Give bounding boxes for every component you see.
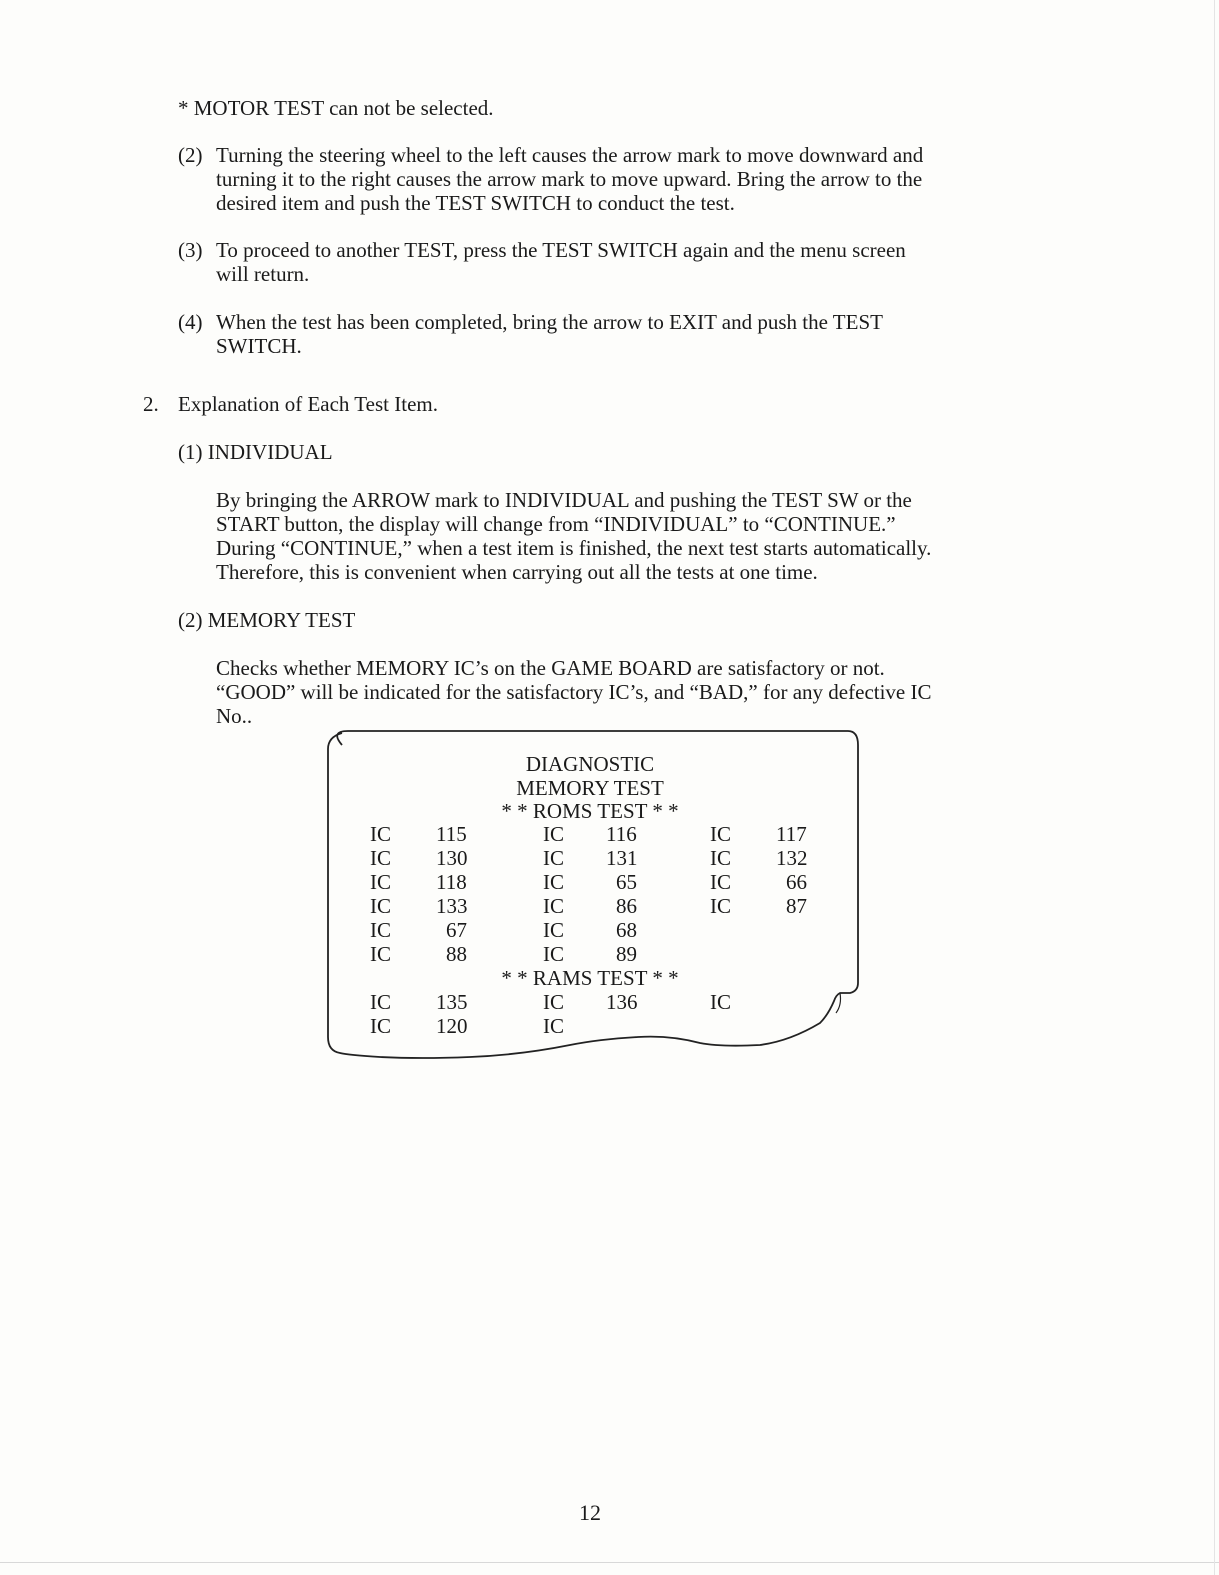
item-memory-line-2: “GOOD” will be indicated for the satisfactory IC’s, and “BAD,” for any defective IC	[216, 680, 932, 704]
roms-cell: IC	[543, 894, 564, 918]
screen-title-diagnostic: DIAGNOSTIC	[525, 752, 655, 776]
step-4-line-2: SWITCH.	[216, 334, 302, 358]
scan-edge-right	[1214, 0, 1215, 1575]
roms-cell: IC	[710, 870, 731, 894]
roms-cell: 87	[786, 894, 807, 918]
rams-cell: IC	[543, 990, 564, 1014]
roms-cell: 65	[616, 870, 637, 894]
roms-cell: 115	[436, 822, 467, 846]
roms-cell: 116	[606, 822, 637, 846]
item-memory-line-3: No..	[216, 704, 253, 728]
roms-cell: 67	[446, 918, 467, 942]
rams-cell: 135	[436, 990, 468, 1014]
page-number: 12	[579, 1500, 601, 1525]
roms-cell: IC	[370, 918, 391, 942]
step-4-number: (4)	[178, 310, 203, 334]
screen-title-memory-test: MEMORY TEST	[516, 776, 664, 800]
item-individual-line-4: Therefore, this is convenient when carrying out all the tests at one time.	[216, 560, 818, 584]
rams-cell: 136	[606, 990, 638, 1014]
roms-cell: 89	[616, 942, 637, 966]
roms-cell: 66	[786, 870, 807, 894]
section-2-number: 2.	[143, 392, 159, 416]
step-3-line-2: will return.	[216, 262, 310, 286]
section-2-title: Explanation of Each Test Item.	[178, 392, 438, 416]
rams-cell: IC	[543, 1014, 564, 1038]
step-3-line-1: To proceed to another TEST, press the TEST SWITCH again and the menu screen	[216, 238, 906, 262]
roms-cell: IC	[370, 894, 391, 918]
roms-cell: 133	[436, 894, 468, 918]
screen-rams-header: * * RAMS TEST * *	[501, 966, 679, 990]
rams-cell: IC	[710, 990, 731, 1014]
roms-cell: IC	[710, 894, 731, 918]
roms-cell: IC	[543, 846, 564, 870]
roms-cell: IC	[370, 822, 391, 846]
item-individual-line-1: By bringing the ARROW mark to INDIVIDUAL and pushing the TEST SW or the	[216, 488, 912, 512]
roms-cell: 130	[436, 846, 468, 870]
step-4-line-1: When the test has been completed, bring the arrow to EXIT and push the TEST	[216, 310, 883, 334]
roms-cell: IC	[543, 870, 564, 894]
roms-cell: IC	[370, 870, 391, 894]
step-2-line-1: Turning the steering wheel to the left causes the arrow mark to move downward and	[216, 143, 924, 167]
roms-cell: 117	[776, 822, 807, 846]
step-2-line-3: desired item and push the TEST SWITCH to conduct the test.	[216, 191, 735, 215]
roms-cell: IC	[543, 822, 564, 846]
roms-cell: 68	[616, 918, 637, 942]
roms-cell: IC	[370, 846, 391, 870]
rams-cell: 120	[436, 1014, 468, 1038]
rams-cell: IC	[370, 1014, 391, 1038]
roms-cell: 88	[446, 942, 467, 966]
roms-cell: 131	[606, 846, 638, 870]
item-individual-heading: (1) INDIVIDUAL	[178, 440, 333, 464]
screen-roms-header: * * ROMS TEST * *	[501, 799, 679, 823]
rams-cell: IC	[370, 990, 391, 1014]
roms-cell: 118	[436, 870, 467, 894]
step-2-line-2: turning it to the right causes the arrow mark to move upward. Bring the arrow to the	[216, 167, 923, 191]
item-individual-line-3: During “CONTINUE,” when a test item is finished, the next test starts automatically.	[216, 536, 932, 560]
scan-edge-bottom	[0, 1562, 1219, 1563]
step-3-number: (3)	[178, 238, 203, 262]
roms-cell: 132	[776, 846, 808, 870]
roms-cell: IC	[710, 822, 731, 846]
roms-cell: IC	[710, 846, 731, 870]
roms-cell: IC	[543, 942, 564, 966]
item-memory-line-1: Checks whether MEMORY IC’s on the GAME BOARD are satisfactory or not.	[216, 656, 885, 680]
roms-cell: IC	[370, 942, 391, 966]
step-2-number: (2)	[178, 143, 203, 167]
motor-test-note: * MOTOR TEST can not be selected.	[178, 96, 494, 120]
roms-cell: 86	[616, 894, 637, 918]
item-memory-heading: (2) MEMORY TEST	[178, 608, 356, 632]
item-individual-line-2: START button, the display will change from “INDIVIDUAL” to “CONTINUE.”	[216, 512, 896, 536]
roms-cell: IC	[543, 918, 564, 942]
